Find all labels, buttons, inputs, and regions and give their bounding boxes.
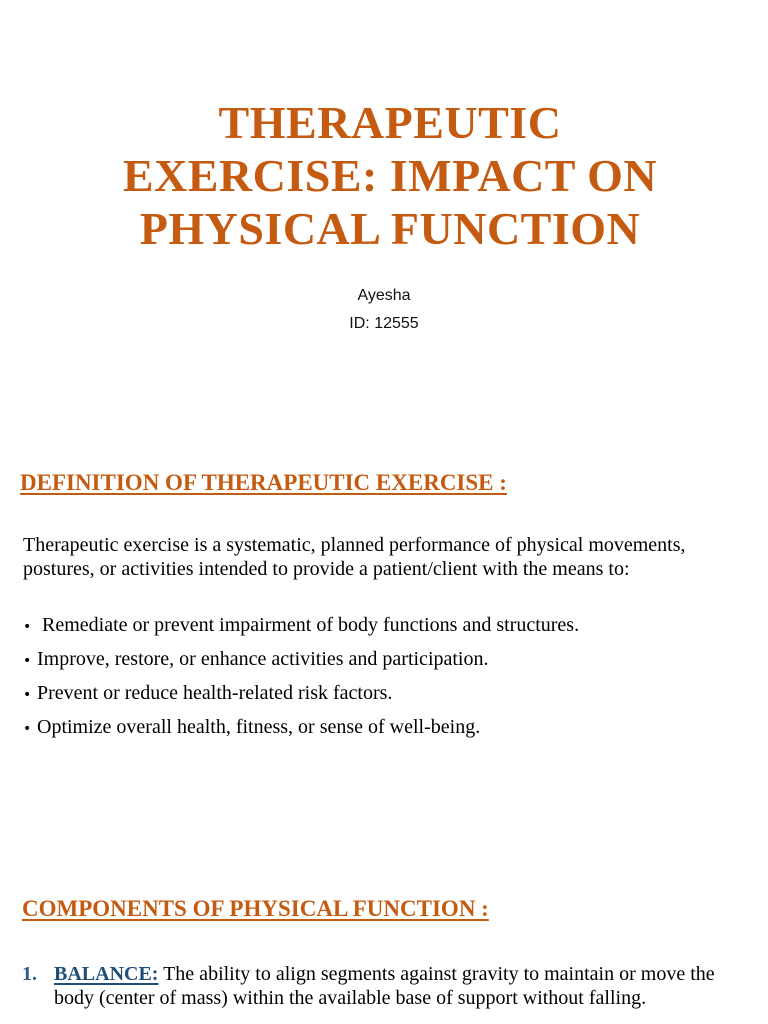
- list-item: [23, 613, 753, 639]
- title-line: PHYSICAL FUNCTION: [139, 203, 641, 254]
- author-id: ID: 12555: [349, 315, 419, 332]
- bullet-icon: •: [23, 687, 32, 703]
- title-line: EXERCISE: IMPACT ON: [122, 150, 658, 201]
- list-item: [23, 715, 753, 741]
- definition-bullet-list: [23, 613, 753, 749]
- title-slide: [0, 0, 768, 420]
- bullet-text: Optimize overall health, fitness, or sense of well-being.: [37, 716, 481, 738]
- bullet-text: Remediate or prevent impairment of body functions and structures.: [37, 614, 580, 636]
- item-term: BALANCE:: [54, 963, 159, 985]
- title-line: THERAPEUTIC: [218, 97, 562, 148]
- components-numbered-list: [22, 962, 752, 1010]
- presentation-title: [60, 96, 720, 255]
- list-item: [23, 681, 753, 707]
- item-description: The ability to align segments against gravity to maintain or move the body (center of mass) within the available base of support without falling.: [54, 963, 715, 1009]
- definition-paragraph: Therapeutic exercise is a systematic, planned performance of physical movements, postures, or activities intended to provide a patient/client with the means to:: [23, 534, 686, 580]
- bullet-icon: •: [23, 721, 32, 737]
- bullet-icon: •: [23, 653, 32, 669]
- item-number: 1.: [22, 963, 37, 985]
- list-item: [23, 647, 753, 673]
- components-heading: COMPONENTS OF PHYSICAL FUNCTION :: [22, 896, 489, 921]
- bullet-icon: •: [23, 619, 32, 635]
- author-name: Ayesha: [357, 287, 411, 304]
- definition-heading: DEFINITION OF THERAPEUTIC EXERCISE :: [20, 470, 507, 495]
- bullet-text: Prevent or reduce health-related risk factors.: [37, 682, 393, 704]
- bullet-text: Improve, restore, or enhance activities and participation.: [37, 648, 489, 670]
- list-item: [22, 962, 752, 1010]
